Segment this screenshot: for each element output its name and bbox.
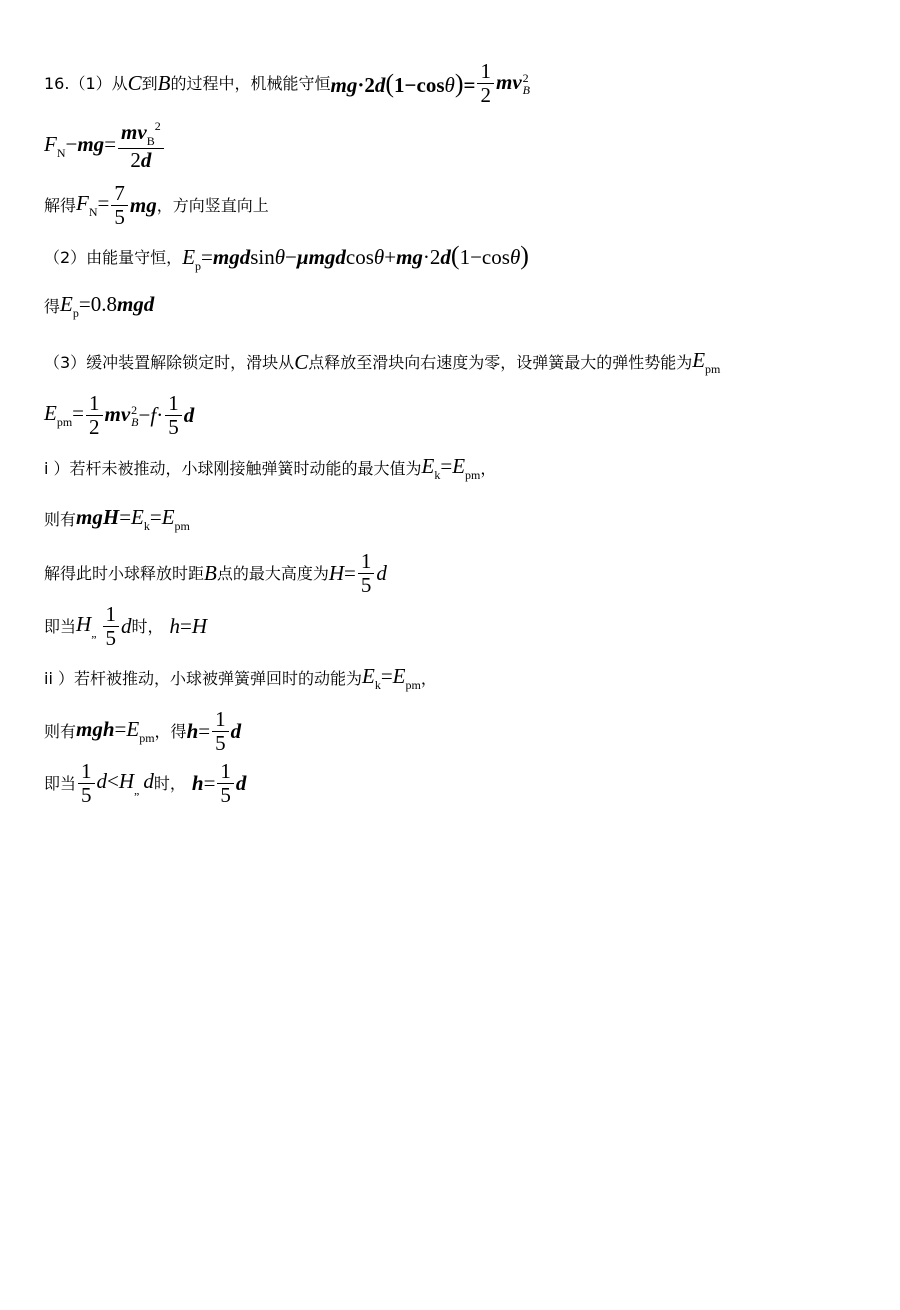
kinetic-term: mv 2 B (495, 69, 530, 97)
text: 即当 (44, 773, 77, 793)
equation-epm: $E_{pm}=$ (44, 401, 85, 430)
equation-ep: $E_p=0.8mgd$ (60, 292, 155, 320)
text: 即当 (44, 616, 77, 636)
fraction-half: $\frac{1}{2}$ (86, 392, 103, 439)
var-c: C (294, 350, 309, 374)
text: 点的最大高度为 (216, 563, 329, 583)
text: ，得 (154, 721, 187, 741)
fraction-fifth: $\frac{1}{5}$ (78, 760, 95, 807)
text: 的过程中，机械能守恒 (170, 73, 331, 93)
text: 解得 (44, 195, 77, 215)
line-12 (44, 666, 437, 691)
text: 则有 (44, 509, 77, 529)
text: （3）缓冲装置解除锁定时，滑块从 (44, 352, 295, 372)
equation-ek: $E_k=E_{pm}$ (421, 454, 481, 482)
equation-ek: $E_k=E_{pm}$ (361, 664, 421, 692)
line-13: 则有 $mgh=E_{pm}$ ，得 h= $\frac{1}{5}$ d (44, 707, 242, 756)
text: 到 (141, 73, 158, 93)
fraction-centripetal: $\frac{mv_B^2}{2d}$ (118, 120, 164, 172)
text: 则有 (44, 721, 77, 741)
text: 点释放至滑块向右速度为零，设弹簧最大的弹性势能为 (308, 352, 693, 372)
equation-energy: mg·2d(1−cosθ)= (330, 68, 476, 98)
fraction-fifth: $\frac{1}{5}$ (212, 708, 229, 755)
equation-normal-force: $F_N-mg=$ (44, 131, 117, 160)
text: ，方向竖直向上 (156, 195, 269, 215)
line-2 (44, 120, 166, 172)
line-5 (44, 294, 154, 319)
line-6 (44, 350, 720, 375)
text: 得 (44, 296, 61, 316)
fraction-fifth: $\frac{1}{5}$ (217, 760, 234, 807)
fraction-fifth: $\frac{1}{5}$ (358, 550, 375, 597)
equation-result: $F_N=$ (76, 191, 110, 220)
equation-energy-conservation: $E_p=mgdsin\theta-\mu mgdcos\theta+mg\cdot 2d(1-\cos\theta)$ (182, 241, 529, 273)
fraction-fifth: $\frac{1}{5}$ (103, 603, 120, 650)
text: i ）若杆未被推动，小球刚接触弹簧时动能的最大值为 (44, 458, 422, 478)
line-11: 即当 $H_„$ $\frac{1}{5}$ d 时， h=H (44, 602, 208, 651)
line-1 (44, 60, 530, 107)
line-9 (44, 507, 190, 532)
text: 解得此时小球释放时距 (44, 563, 205, 583)
line-3: 解得 $F_N=$ $\frac{7}{5}$ mg ，方向竖直向上 (44, 181, 269, 230)
text: ii ）若杆被推动，小球被弹簧弹回时的动能为 (44, 668, 362, 688)
line-10: 解得此时小球释放时距 B 点的最大高度为 H= $\frac{1}{5}$ d (44, 549, 387, 598)
text: 时， (153, 773, 186, 793)
line-4 (44, 243, 529, 272)
text: ， (420, 668, 437, 688)
text: （2）由能量守恒， (44, 247, 183, 267)
var-c: C (127, 71, 142, 96)
text: ， (480, 458, 497, 478)
var-b: B (204, 561, 217, 586)
symbol-epm: $E_{pm}$ (692, 348, 721, 376)
line-14: 即当 $\frac{1}{5}$ $d<H_„$ d 时， h= $\frac{1}{5}$ d (44, 759, 247, 808)
equation-mgh: $mgH=E_k=E_{pm}$ (76, 505, 190, 533)
fraction-half: $\frac{1}{2}$ (477, 60, 494, 107)
line-7: $E_{pm}=$ $\frac{1}{2}$ mv 2 B −f· $\frac{1}{5}$ d (44, 391, 195, 440)
text: 16.（1）从 (44, 73, 128, 93)
var-b: B (157, 71, 171, 96)
line-8 (44, 456, 496, 481)
fraction-seven-fifths: $\frac{7}{5}$ (111, 182, 128, 229)
text: 时， (131, 616, 164, 636)
fraction-fifth: $\frac{1}{5}$ (165, 392, 182, 439)
